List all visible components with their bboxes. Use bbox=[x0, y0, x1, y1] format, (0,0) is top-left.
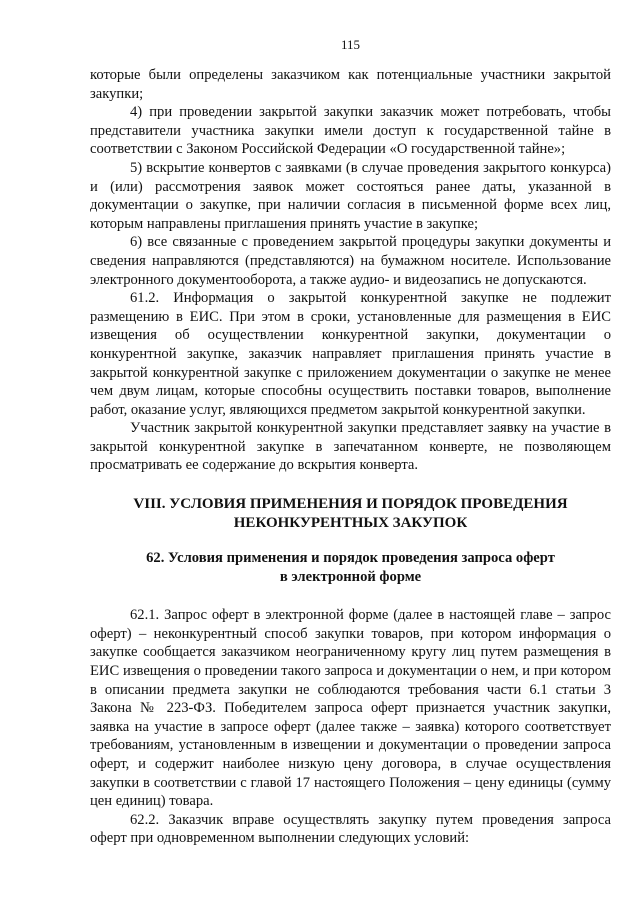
paragraph-item-4: 4) при проведении закрытой закупки заказчик может потребовать, чтобы представители участника закупки имели доступ к государственной тайне в соответствии с Законом Российской Федерации «О государственной тайне»; bbox=[90, 104, 611, 158]
document-page bbox=[90, 36, 611, 848]
section-title bbox=[90, 549, 611, 586]
paragraph-62-1: 62.1. Запрос оферт в электронной форме (далее в настоящей главе – запрос оферт) – неконкурентный способ закупки товаров, при котором информация о закупке сообщается заказчиком неограниченному кругу лиц путем размещения в ЕИС извещения о проведении такого запроса и документации о нем, и при котором в описании предмета закупки не соблюдаются требования части 6.1 статьи 3 Закона № 223-ФЗ. Победителем запроса оферт признается участник закупки, заявка на участие в запросе оферт (далее также – заявка) которого соответствует требованиям, установленным в извещении и документации о проведении запроса оферт, и содержит наиболее низкую цену договора, в случае осуществления закупки в соответствии с главой 17 настоящего Положения – цену единицы (сумму цен единиц) товара. bbox=[90, 607, 611, 810]
section-title-line-2: в электронной форме bbox=[279, 568, 422, 585]
chapter-title-line-2: НЕКОНКУРЕНТНЫХ ЗАКУПОК bbox=[233, 515, 468, 532]
paragraph-item-6: 6) все связанные с проведением закрытой процедуры закупки документы и сведения направляются (представляются) на бумажном носителе. Использование электронного документооборота, а также аудио- и видеозапись не допускаются. bbox=[90, 234, 611, 288]
paragraph-62-2: 62.2. Заказчик вправе осуществлять закупку путем проведения запроса оферт при одновременном выполнении следующих условий: bbox=[90, 811, 611, 847]
chapter-title bbox=[90, 495, 611, 533]
section-title-line-1: 62. Условия применения и порядок проведения запроса оферт bbox=[146, 550, 555, 567]
paragraph-61-2: 61.2. Информация о закрытой конкурентной закупке не подлежит размещению в ЕИС. При этом в сроки, установленные для размещения в ЕИС извещения об осуществлении конкурентной закупки, документации о конкурентной закупке, заказчик направляет приглашения принять участие в закрытой конкурентной закупке с приложением документации о закупке не менее чем двум лицам, которые способны осуществить поставки товаров, выполнение работ, оказание услуг, являющихся предметом закрытой конкурентной закупки. bbox=[90, 290, 611, 418]
page-number: 115 bbox=[340, 37, 361, 52]
paragraph-item-5: 5) вскрытие конвертов с заявками (в случае проведения закрытого конкурса) и (или) рассмотрения заявок может состояться ранее даты, указанной в документации о закупке, при наличии согласия в письменной форме всех лиц, которым направлены приглашения принять участие в закупке; bbox=[90, 159, 611, 232]
paragraph-continuation: которые были определены заказчиком как потенциальные участники закрытой закупки; bbox=[90, 67, 611, 102]
chapter-title-line-1: VIII. УСЛОВИЯ ПРИМЕНЕНИЯ И ПОРЯДОК ПРОВЕДЕНИЯ bbox=[133, 496, 568, 513]
paragraph-sealed-envelope: Участник закрытой конкурентной закупки представляет заявку на участие в закрытой конкурентной закупке в запечатанном конверте, не позволяющем просматривать ее содержание до вскрытия конверта. bbox=[90, 420, 611, 474]
